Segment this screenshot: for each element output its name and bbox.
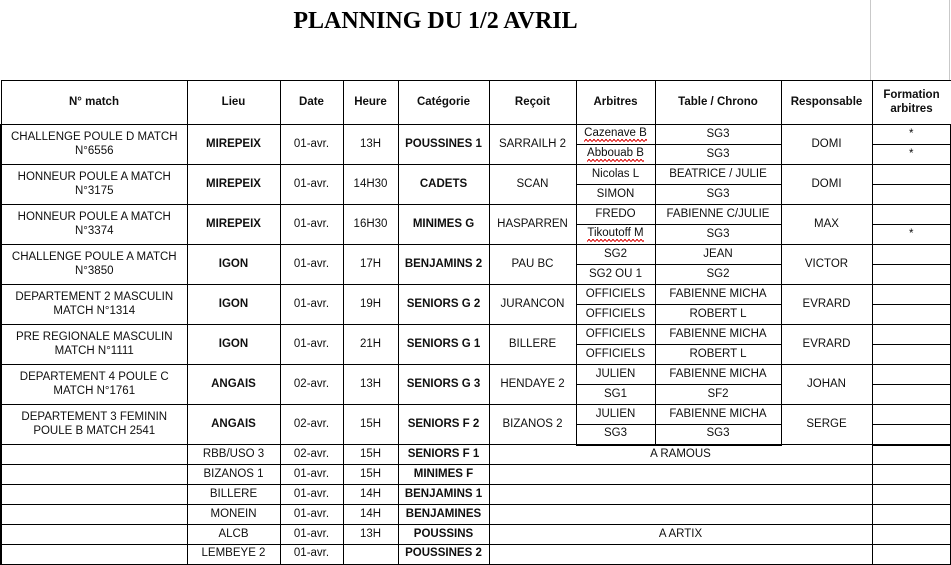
table-row[interactable] <box>1 365 951 385</box>
cell-date[interactable]: 01-avr. <box>280 545 343 565</box>
cell-n-match[interactable] <box>1 545 187 565</box>
cell-recoit[interactable]: PAU BC <box>489 245 576 285</box>
cell-lieu[interactable]: ANGAIS <box>187 365 280 405</box>
cell-heure[interactable]: 13H <box>343 125 398 165</box>
cell-formation-arbitres-1[interactable] <box>872 405 951 425</box>
cell-categorie[interactable]: BENJAMINES <box>398 505 489 525</box>
cell-arbitre-1[interactable]: OFFICIELS <box>576 285 655 305</box>
table-row-secondary[interactable] <box>1 505 951 525</box>
cell-categorie[interactable]: MINIMES F <box>398 465 489 485</box>
cell-arbitre-2[interactable] <box>576 145 655 165</box>
cell-date[interactable]: 02-avr. <box>280 405 343 445</box>
cell-date[interactable]: 01-avr. <box>280 505 343 525</box>
cell-note[interactable] <box>489 545 872 565</box>
cell-date[interactable]: 01-avr. <box>280 465 343 485</box>
table-row[interactable] <box>1 165 951 185</box>
cell-formation-arbitres-2[interactable]: * <box>872 145 951 165</box>
cell-heure[interactable]: 15H <box>343 465 398 485</box>
table-row-secondary[interactable] <box>1 525 951 545</box>
cell-note[interactable]: A ARTIX <box>489 525 872 545</box>
cell-formation-arbitres[interactable] <box>872 545 951 565</box>
cell-lieu[interactable]: MIREPEIX <box>187 125 280 165</box>
cell-formation-arbitres-2[interactable] <box>872 345 951 365</box>
col-header-heure[interactable]: Heure <box>343 81 398 125</box>
cell-lieu[interactable]: MIREPEIX <box>187 205 280 245</box>
table-row-secondary[interactable] <box>1 445 951 465</box>
header-row <box>1 81 951 125</box>
cell-categorie[interactable]: SENIORS F 2 <box>398 405 489 445</box>
cell-arbitre-1[interactable]: OFFICIELS <box>576 325 655 345</box>
cell-date[interactable]: 01-avr. <box>280 205 343 245</box>
cell-date[interactable]: 02-avr. <box>280 365 343 405</box>
cell-table-chrono-2[interactable]: SG2 <box>655 265 781 285</box>
cell-lieu[interactable]: ANGAIS <box>187 405 280 445</box>
cell-n-match[interactable] <box>1 505 187 525</box>
table-row[interactable] <box>1 325 951 345</box>
cell-heure[interactable]: 13H <box>343 365 398 405</box>
table-row[interactable] <box>1 245 951 265</box>
cell-table-chrono-1[interactable]: SG3 <box>655 125 781 145</box>
cell-arbitre-1[interactable]: Nicolas L <box>576 165 655 185</box>
cell-note[interactable]: A RAMOUS <box>489 445 872 465</box>
cell-categorie[interactable]: BENJAMINS 2 <box>398 245 489 285</box>
cell-table-chrono-1[interactable]: FABIENNE MICHA <box>655 325 781 345</box>
cell-formation-arbitres-1[interactable] <box>872 325 951 345</box>
cell-lieu[interactable]: ALCB <box>187 525 280 545</box>
cell-categorie[interactable]: POUSSINS <box>398 525 489 545</box>
cell-arbitre-1[interactable]: JULIEN <box>576 365 655 385</box>
cell-arbitre-2[interactable]: SG1 <box>576 385 655 405</box>
cell-formation-arbitres-2[interactable] <box>872 265 951 285</box>
table-row-secondary[interactable] <box>1 545 951 565</box>
cell-table-chrono-1[interactable]: FABIENNE MICHA <box>655 285 781 305</box>
gridline-vertical-right <box>949 0 950 80</box>
cell-table-chrono-2[interactable]: ROBERT L <box>655 345 781 365</box>
cell-note[interactable] <box>489 505 872 525</box>
cell-n-match[interactable]: CHALLENGE POULE A MATCH N°3850 <box>1 245 187 285</box>
cell-arbitre-1[interactable]: JULIEN <box>576 405 655 425</box>
cell-n-match[interactable] <box>1 525 187 545</box>
cell-n-match[interactable]: HONNEUR POULE A MATCH N°3374 <box>1 205 187 245</box>
cell-heure[interactable]: 13H <box>343 525 398 545</box>
cell-table-chrono-2[interactable]: SF2 <box>655 385 781 405</box>
misspelled-text: Cazenave B <box>584 127 647 142</box>
cell-formation-arbitres-2[interactable] <box>872 185 951 205</box>
cell-heure[interactable]: 14H <box>343 485 398 505</box>
cell-categorie[interactable]: SENIORS G 3 <box>398 365 489 405</box>
col-header-lieu[interactable]: Lieu <box>187 81 280 125</box>
cell-note[interactable] <box>489 465 872 485</box>
page-title: PLANNING DU 1/2 AVRIL <box>293 8 578 34</box>
cell-responsable[interactable]: MAX <box>781 205 872 245</box>
cell-recoit[interactable]: SCAN <box>489 165 576 205</box>
cell-arbitre-1[interactable] <box>576 125 655 145</box>
cell-formation-arbitres-1[interactable] <box>872 285 951 305</box>
cell-table-chrono-2[interactable]: SG3 <box>655 185 781 205</box>
cell-n-match[interactable]: HONNEUR POULE A MATCH N°3175 <box>1 165 187 205</box>
cell-lieu[interactable]: IGON <box>187 245 280 285</box>
cell-table-chrono-2[interactable]: SG3 <box>655 425 781 445</box>
col-header-arbitres[interactable]: Arbitres <box>576 81 655 125</box>
table-row[interactable] <box>1 285 951 305</box>
table-row[interactable] <box>1 405 951 425</box>
cell-responsable[interactable]: EVRARD <box>781 285 872 325</box>
cell-formation-arbitres-2[interactable] <box>872 305 951 325</box>
cell-categorie[interactable]: BENJAMINS 1 <box>398 485 489 505</box>
table-row[interactable] <box>1 205 951 225</box>
cell-formation-arbitres[interactable] <box>872 465 951 485</box>
cell-n-match[interactable] <box>1 485 187 505</box>
cell-lieu[interactable]: MONEIN <box>187 505 280 525</box>
col-header-date[interactable]: Date <box>280 81 343 125</box>
cell-lieu[interactable]: BILLERE <box>187 485 280 505</box>
cell-n-match[interactable]: PRE REGIONALE MASCULIN MATCH N°1111 <box>1 325 187 365</box>
cell-n-match[interactable]: DEPARTEMENT 2 MASCULIN MATCH N°1314 <box>1 285 187 325</box>
cell-n-match[interactable]: CHALLENGE POULE D MATCH N°6556 <box>1 125 187 165</box>
cell-lieu[interactable]: MIREPEIX <box>187 165 280 205</box>
cell-recoit[interactable]: HASPARREN <box>489 205 576 245</box>
cell-categorie[interactable]: MINIMES G <box>398 205 489 245</box>
cell-formation-arbitres-1[interactable]: * <box>872 125 951 145</box>
cell-categorie[interactable]: SENIORS G 1 <box>398 325 489 365</box>
cell-table-chrono-2[interactable]: SG3 <box>655 145 781 165</box>
cell-responsable[interactable]: DOMI <box>781 125 872 165</box>
col-header-table-chrono[interactable]: Table / Chrono <box>655 81 781 125</box>
cell-recoit[interactable]: BILLERE <box>489 325 576 365</box>
cell-responsable[interactable]: EVRARD <box>781 325 872 365</box>
cell-date[interactable]: 01-avr. <box>280 325 343 365</box>
cell-recoit[interactable]: SARRAILH 2 <box>489 125 576 165</box>
cell-responsable[interactable]: SERGE <box>781 405 872 445</box>
col-header-responsable[interactable]: Responsable <box>781 81 872 125</box>
cell-note[interactable] <box>489 485 872 505</box>
cell-date[interactable]: 01-avr. <box>280 525 343 545</box>
cell-categorie[interactable]: CADETS <box>398 165 489 205</box>
planning-table <box>0 80 951 565</box>
cell-n-match[interactable]: DEPARTEMENT 4 POULE C MATCH N°1761 <box>1 365 187 405</box>
cell-heure[interactable]: 15H <box>343 405 398 445</box>
cell-formation-arbitres-2[interactable]: * <box>872 225 951 245</box>
cell-formation-arbitres-1[interactable] <box>872 205 951 225</box>
cell-heure[interactable]: 17H <box>343 245 398 285</box>
misspelled-text: Tikoutoff M <box>587 227 643 242</box>
cell-lieu[interactable]: LEMBEYE 2 <box>187 545 280 565</box>
cell-categorie[interactable]: POUSSINES 2 <box>398 545 489 565</box>
cell-heure[interactable]: 14H30 <box>343 165 398 205</box>
cell-table-chrono-2[interactable]: SG3 <box>655 225 781 245</box>
cell-categorie[interactable]: POUSSINES 1 <box>398 125 489 165</box>
cell-categorie[interactable]: SENIORS G 2 <box>398 285 489 325</box>
cell-arbitre-1[interactable]: FREDO <box>576 205 655 225</box>
cell-date[interactable]: 01-avr. <box>280 125 343 165</box>
cell-lieu[interactable]: IGON <box>187 285 280 325</box>
cell-arbitre-2[interactable]: SG2 OU 1 <box>576 265 655 285</box>
table-body <box>1 125 951 565</box>
cell-heure[interactable]: 19H <box>343 285 398 325</box>
cell-arbitre-2[interactable] <box>576 225 655 245</box>
cell-arbitre-2[interactable]: OFFICIELS <box>576 345 655 365</box>
cell-formation-arbitres-2[interactable] <box>872 425 951 445</box>
cell-table-chrono-1[interactable]: FABIENNE MICHA <box>655 365 781 385</box>
cell-responsable[interactable]: JOHAN <box>781 365 872 405</box>
cell-table-chrono-1[interactable]: FABIENNE MICHA <box>655 405 781 425</box>
col-header-recoit[interactable]: Reçoit <box>489 81 576 125</box>
cell-n-match[interactable]: DEPARTEMENT 3 FEMININ POULE B MATCH 2541 <box>1 405 187 445</box>
table-row[interactable] <box>1 125 951 145</box>
cell-lieu[interactable]: IGON <box>187 325 280 365</box>
cell-table-chrono-1[interactable]: JEAN <box>655 245 781 265</box>
cell-categorie[interactable]: SENIORS F 1 <box>398 445 489 465</box>
cell-formation-arbitres-2[interactable] <box>872 385 951 405</box>
cell-responsable[interactable]: VICTOR <box>781 245 872 285</box>
cell-date[interactable]: 02-avr. <box>280 445 343 465</box>
table-header <box>1 81 951 125</box>
cell-heure[interactable]: 14H <box>343 505 398 525</box>
cell-arbitre-1[interactable]: SG2 <box>576 245 655 265</box>
cell-formation-arbitres[interactable] <box>872 505 951 525</box>
cell-lieu[interactable]: RBB/USO 3 <box>187 445 280 465</box>
cell-lieu[interactable]: BIZANOS 1 <box>187 465 280 485</box>
cell-table-chrono-1[interactable]: FABIENNE C/JULIE <box>655 205 781 225</box>
cell-date[interactable]: 01-avr. <box>280 165 343 205</box>
cell-arbitre-2[interactable]: OFFICIELS <box>576 305 655 325</box>
cell-recoit[interactable]: JURANCON <box>489 285 576 325</box>
misspelled-text: Abbouab B <box>587 147 644 162</box>
col-header-categorie[interactable]: Catégorie <box>398 81 489 125</box>
cell-date[interactable]: 01-avr. <box>280 245 343 285</box>
col-header-n-match[interactable]: N° match <box>1 81 187 125</box>
cell-date[interactable]: 01-avr. <box>280 285 343 325</box>
cell-formation-arbitres[interactable] <box>872 485 951 505</box>
cell-recoit[interactable]: BIZANOS 2 <box>489 405 576 445</box>
cell-n-match[interactable] <box>1 445 187 465</box>
col-header-formation-arbitres[interactable]: Formation arbitres <box>872 81 951 125</box>
cell-heure[interactable]: 15H <box>343 445 398 465</box>
cell-date[interactable]: 01-avr. <box>280 485 343 505</box>
cell-recoit[interactable]: HENDAYE 2 <box>489 365 576 405</box>
cell-table-chrono-2[interactable]: ROBERT L <box>655 305 781 325</box>
table-row-secondary[interactable] <box>1 485 951 505</box>
cell-formation-arbitres-1[interactable] <box>872 365 951 385</box>
cell-n-match[interactable] <box>1 465 187 485</box>
cell-arbitre-2[interactable]: SIMON <box>576 185 655 205</box>
cell-formation-arbitres[interactable] <box>872 445 951 465</box>
cell-arbitre-2[interactable]: SG3 <box>576 425 655 445</box>
cell-heure[interactable] <box>343 545 398 565</box>
cell-table-chrono-1[interactable]: BEATRICE / JULIE <box>655 165 781 185</box>
cell-heure[interactable]: 21H <box>343 325 398 365</box>
cell-formation-arbitres-1[interactable] <box>872 165 951 185</box>
cell-formation-arbitres[interactable] <box>872 525 951 545</box>
cell-heure[interactable]: 16H30 <box>343 205 398 245</box>
table-row-secondary[interactable] <box>1 465 951 485</box>
cell-formation-arbitres-1[interactable] <box>872 245 951 265</box>
cell-responsable[interactable]: DOMI <box>781 165 872 205</box>
